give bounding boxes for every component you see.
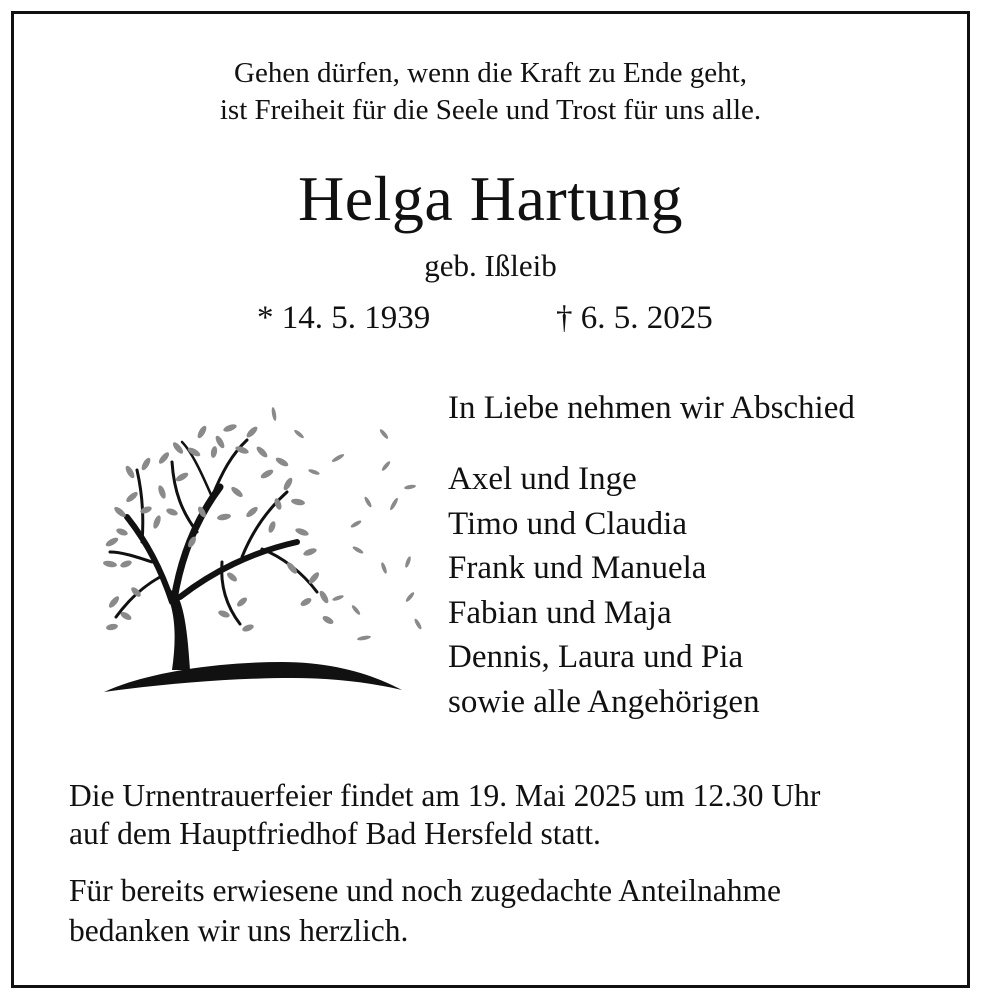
mourner-entry: Fabian und Maja [448,594,672,631]
mourner-entry: sowie alle Angehörigen [448,683,760,720]
motto-line-2: ist Freiheit für die Seele und Trost für uns alle. [219,94,762,126]
mourners-list [448,457,760,725]
birth-name: geb. Ißleib [424,248,557,283]
mourner-entry: Frank und Manuela [448,550,707,587]
tree-with-falling-leaves-icon [102,392,422,712]
death-date: † 6. 5. 2025 [556,300,713,336]
mourner-entry: Timo und Claudia [448,505,687,542]
farewell-line: In Liebe nehmen wir Abschied [448,390,855,426]
birth-date: * 14. 5. 1939 [257,300,431,336]
thanks-line-2: bedanken wir uns herzlich. [69,913,409,948]
thanks-line-1: Für bereits erwiesene und noch zugedachte Anteilnahme [69,873,781,908]
ceremony-notice [69,777,949,853]
motto-line-1: Gehen dürfen, wenn die Kraft zu Ende geht, [234,57,747,89]
mourner-entry: Axel und Inge [448,461,637,497]
ceremony-line-2: auf dem Hauptfriedhof Bad Hersfeld statt. [69,816,601,851]
thanks-notice [69,871,949,951]
mourner-entry: Dennis, Laura und Pia [448,639,744,676]
obituary-card [11,11,970,988]
ceremony-line-1: Die Urnentrauerfeier findet am 19. Mai 2025 um 12.30 Uhr [69,778,821,813]
deceased-name: Helga Hartung [297,163,684,234]
